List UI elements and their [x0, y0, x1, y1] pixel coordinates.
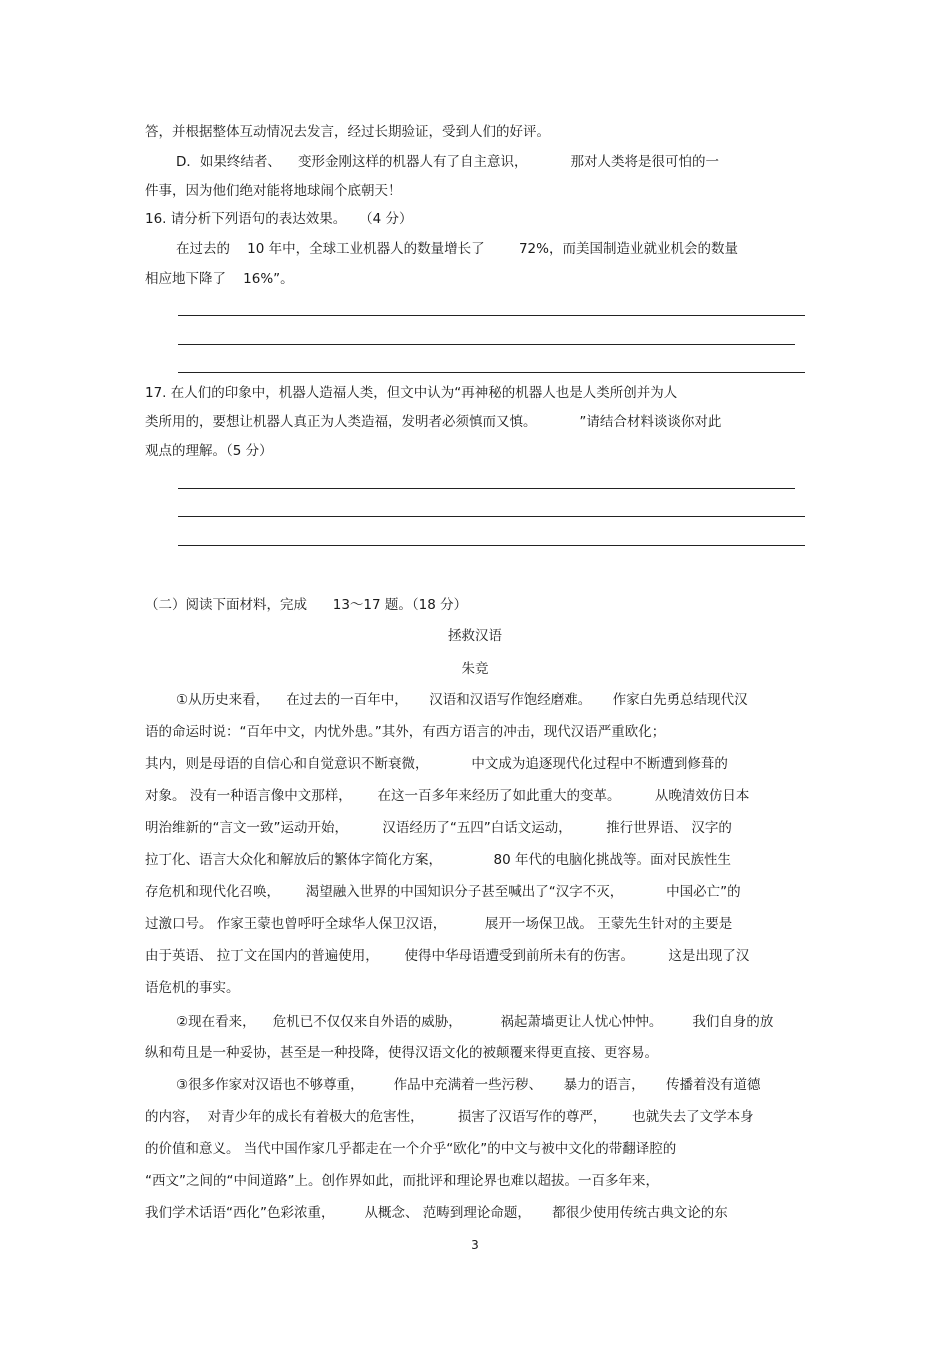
answer-line — [178, 545, 805, 546]
paragraph-1: 语危机的事实。 — [145, 980, 240, 996]
paragraph-1: 过激口号。 作家王蒙也曾呼吁全球华人保卫汉语， 展开一场保卫战。 王蒙先生针对的主要是 — [145, 916, 733, 932]
paragraph-3: 的内容， 对青少年的成长有着极大的危害性， 损害了汉语写作的尊严， 也就失去了文学本身 — [145, 1109, 754, 1125]
paragraph-1: 由于英语、 拉丁文在国内的普遍使用， 使得中华母语遭受到前所未有的伤害。 这是出现了汉 — [145, 948, 750, 964]
question-16: 16. 请分析下列语句的表达效果。 （4 分） — [145, 211, 413, 227]
answer-line — [178, 315, 805, 316]
paragraph-3: 的价值和意义。 当代中国作家几乎都走在一个介乎“欧化”的中文与被中文化的带翻译腔的 — [145, 1141, 677, 1157]
paragraph-1: 对象。 没有一种语言像中文那样， 在这一百多年来经历了如此重大的变革。 从晚清效仿日本 — [145, 788, 750, 804]
paragraph-1: 语的命运时说：“百年中文，内忧外患。”其外，有西方语言的冲击，现代汉语严重欧化； — [145, 724, 666, 740]
question-16-quote: 相应地下降了 16%”。 — [145, 271, 294, 287]
page-number: 3 — [471, 1238, 479, 1252]
question-16-quote: 在过去的 10 年中，全球工业机器人的数量增长了 72%，而美国制造业就业机会的数量 — [176, 241, 738, 257]
paragraph-2: 纵和苟且是一种妥协，甚至是一种投降，使得汉语文化的被颠覆来得更直接、更容易。 — [145, 1045, 658, 1061]
answer-line — [178, 488, 795, 489]
article-author: 朱竞 — [461, 661, 489, 677]
answer-line — [178, 372, 805, 373]
paragraph-1: 存危机和现代化召唤， 渴望融入世界的中国知识分子甚至喊出了“汉字不灭， 中国必亡”的 — [145, 884, 741, 900]
paragraph-2: ②现在看来， 危机已不仅仅来自外语的威胁， 祸起萧墙更让人忧心忡忡。 我们自身的放 — [176, 1014, 774, 1030]
question-17: 观点的理解。（5 分） — [145, 443, 273, 459]
question-17: 类所用的，要想让机器人真正为人类造福，发明者必须慎而又慎。 ”请结合材料谈谈你对此 — [145, 414, 722, 430]
paragraph-3: “西文”之间的“中间道路”上。创作界如此，而批评和理论界也难以超拔。一百多年来， — [145, 1173, 659, 1189]
text-line: 件事，因为他们绝对能将地球闹个底朝天！ — [145, 183, 402, 199]
article-title: 拯救汉语 — [448, 628, 502, 644]
paragraph-3: ③很多作家对汉语也不够尊重， 作品中充满着一些污秽、 暴力的语言， 传播着没有道德 — [176, 1077, 761, 1093]
answer-line — [178, 516, 805, 517]
paragraph-1: 其内，则是母语的自信心和自觉意识不断衰微， 中文成为追逐现代化过程中不断遭到修葺的 — [145, 756, 728, 772]
paragraph-1: 拉丁化、语言大众化和解放后的繁体字简化方案， 80 年代的电脑化挑战等。面对民族性生 — [145, 852, 731, 868]
paragraph-1: ①从历史来看， 在过去的一百年中， 汉语和汉语写作饱经磨难。 作家白先勇总结现代汉 — [176, 692, 748, 708]
question-17: 17. 在人们的印象中，机器人造福人类，但文中认为“再神秘的机器人也是人类所创并为人 — [145, 385, 678, 401]
section-heading: （二）阅读下面材料，完成 13～17 题。（18 分） — [145, 597, 468, 613]
paragraph-1: 明治维新的“言文一致”运动开始， 汉语经历了“五四”白话文运动， 推行世界语、 汉字的 — [145, 820, 732, 836]
option-d: D．如果终结者、 变形金刚这样的机器人有了自主意识， 那对人类将是很可怕的一 — [176, 154, 719, 170]
answer-line — [178, 344, 795, 345]
paragraph-3: 我们学术话语“西化”色彩浓重， 从概念、 范畴到理论命题， 都很少使用传统古典文论的东 — [145, 1205, 728, 1221]
text-line: 答，并根据整体互动情况去发言，经过长期验证，受到人们的好评。 — [145, 124, 550, 140]
